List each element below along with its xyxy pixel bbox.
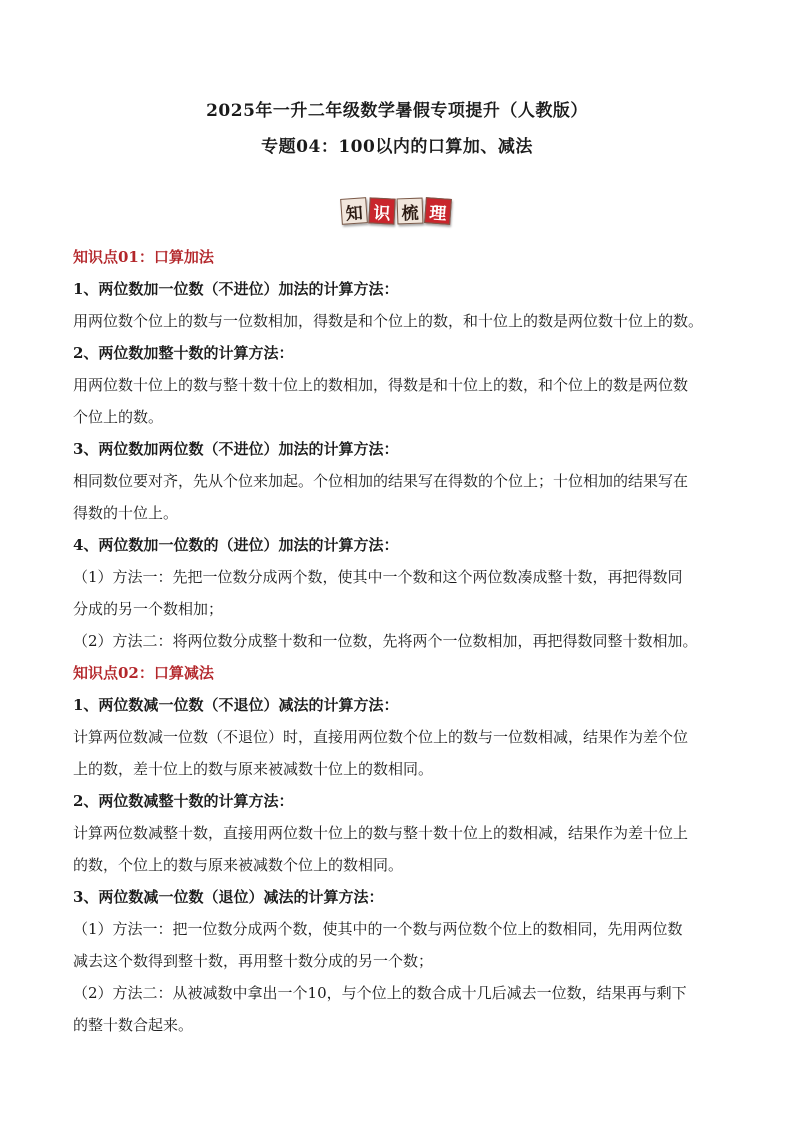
- item-heading: 1、两位数减一位数（不退位）减法的计算方法：: [73, 696, 399, 714]
- item-heading: 1、两位数加一位数（不进位）加法的计算方法：: [73, 280, 399, 298]
- body-text: （2）方法二：从被减数中拿出一个10，与个位上的数合成十几后减去一位数，结果再与剩下: [73, 984, 687, 1002]
- badge-char-4: 理: [424, 197, 452, 225]
- body-text: 个位上的数。: [73, 408, 164, 426]
- item-heading: 2、两位数减整十数的计算方法：: [73, 792, 294, 810]
- body-text: 用两位数个位上的数与一位数相加，得数是和个位上的数，和十位上的数是两位数十位上的数。: [73, 312, 704, 330]
- body-text: 的整十数合起来。: [73, 1016, 194, 1034]
- item-heading: 4、两位数加一位数的（进位）加法的计算方法：: [73, 536, 399, 554]
- body-text: 上的数，差十位上的数与原来被减数十位上的数相同。: [73, 760, 434, 778]
- body-text: （2）方法二：将两位数分成整十数和一位数，先将两个一位数相加，再把得数同整十数相加。: [73, 632, 698, 650]
- badge-char-1: 知: [340, 197, 368, 225]
- body-text: （1）方法一：先把一位数分成两个数，使其中一个数和这个两位数凑成整十数，再把得数同: [73, 568, 683, 586]
- body-text: 的数，个位上的数与原来被减数个位上的数相同。: [73, 856, 404, 874]
- body-text: 计算两位数减整十数，直接用两位数十位上的数与整十数十位上的数相减，结果作为差十位上: [73, 824, 689, 842]
- section-title-addition: 知识点01：口算加法: [73, 248, 214, 266]
- document-title: 2025年一升二年级数学暑假专项提升（人教版）: [206, 101, 588, 121]
- document-subtitle: 专题04：100以内的口算加、减法: [261, 137, 533, 157]
- item-heading: 3、两位数加两位数（不进位）加法的计算方法：: [73, 440, 399, 458]
- body-text: 减去这个数得到整十数，再用整十数分成的另一个数；: [73, 952, 434, 970]
- body-text: 计算两位数减一位数（不退位）时，直接用两位数个位上的数与一位数相减，结果作为差个位: [73, 728, 689, 746]
- body-text: （1）方法一：把一位数分成两个数，使其中的一个数与两位数个位上的数相同，先用两位数: [73, 920, 683, 938]
- badge-char-2: 识: [368, 197, 395, 224]
- item-heading: 2、两位数加整十数的计算方法：: [73, 344, 294, 362]
- body-text: 相同数位要对齐，先从个位来加起。个位相加的结果写在得数的个位上；十位相加的结果写在: [73, 472, 689, 490]
- item-heading: 3、两位数减一位数（退位）减法的计算方法：: [73, 888, 384, 906]
- badge-char-3: 梳: [397, 198, 424, 225]
- document-body: [73, 241, 733, 1041]
- knowledge-summary-badge: [341, 198, 451, 224]
- body-text: 用两位数十位上的数与整十数十位上的数相加，得数是和十位上的数，和个位上的数是两位数: [73, 376, 689, 394]
- body-text: 分成的另一个数相加；: [73, 600, 224, 618]
- body-text: 得数的十位上。: [73, 504, 179, 522]
- section-title-subtraction: 知识点02：口算减法: [73, 664, 214, 682]
